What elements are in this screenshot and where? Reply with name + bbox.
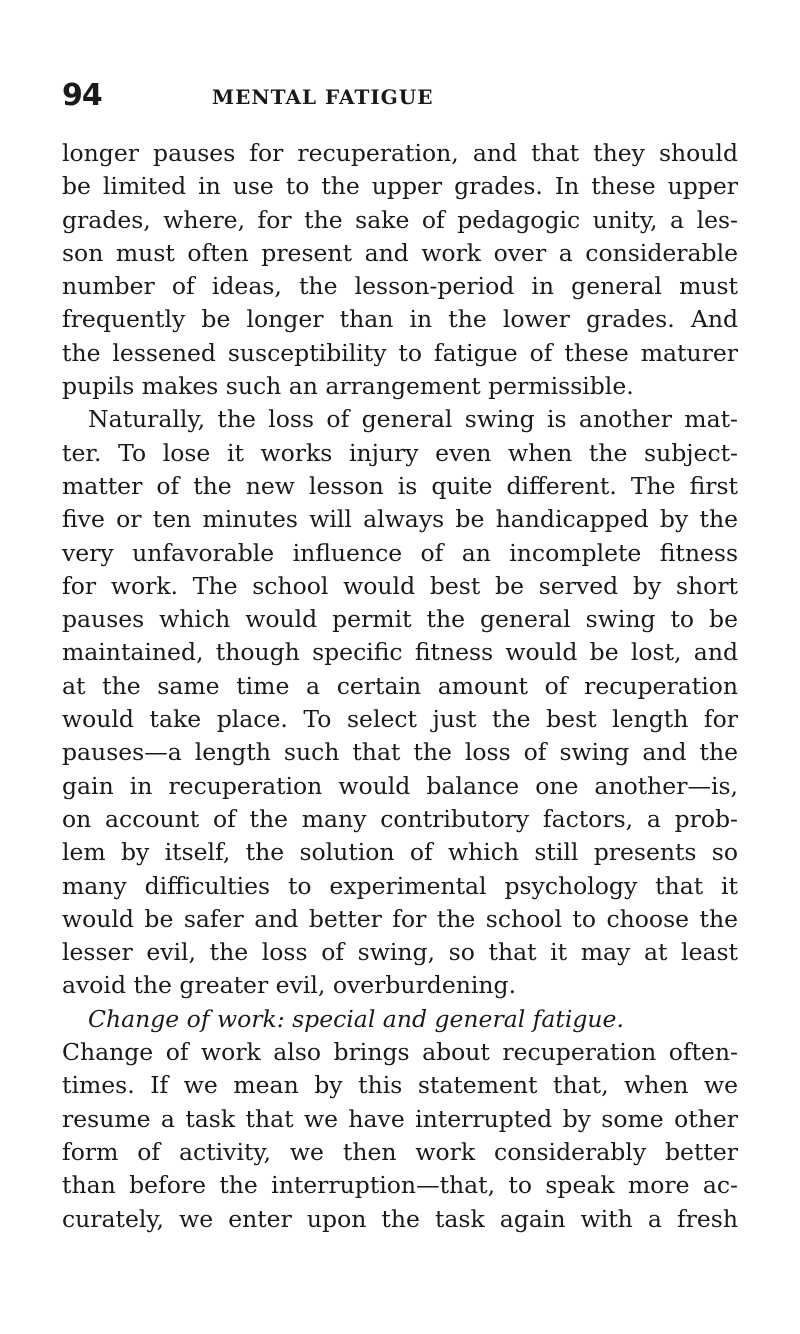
text-line: many difficulties to experimental psychology that it: [62, 871, 738, 900]
text-line: very unfavorable influence of an incomplete fitness: [62, 538, 738, 567]
text-line: for work. The school would best be served by short: [62, 571, 738, 600]
text-line: lem by itself, the solution of which still presents so: [62, 838, 738, 867]
text-line: matter of the new lesson is quite different. The first: [62, 471, 738, 500]
text-line: be limited in use to the upper grades. In these upper: [62, 172, 738, 201]
text-line: longer pauses for recuperation, and that they should: [62, 139, 738, 167]
text-line: grades, where, for the sake of pedagogic unity, a les-: [62, 205, 738, 234]
body-text: [62, 137, 738, 1236]
text-line: ter. To lose it works injury even when the subject-: [62, 438, 738, 467]
text-line: than before the interruption—that, to speak more ac-: [62, 1171, 738, 1200]
text-line: the lessened susceptibility to fatigue of these maturer: [62, 338, 738, 367]
text-line: form of activity, we then work considerably better: [62, 1137, 738, 1166]
running-head: MENTAL FATIGUE: [212, 85, 434, 109]
text-line: would be safer and better for the school to choose the: [62, 904, 738, 933]
text-line: avoid the greater evil, overburdening.: [62, 971, 517, 1000]
text-line: Change of work also brings about recuperation often-: [62, 1038, 738, 1067]
section-heading: Change of work: special and general fatigue.: [88, 1004, 624, 1033]
text-line: son must often present and work over a considerable: [62, 238, 738, 267]
text-line: pauses—a length such that the loss of swing and the: [62, 738, 738, 767]
text-line: frequently be longer than in the lower grades. And: [62, 305, 738, 334]
text-line: five or ten minutes will always be handicapped by the: [62, 505, 738, 534]
text-line: on account of the many contributory factors, a prob-: [62, 804, 738, 833]
text-line: at the same time a certain amount of recuperation: [62, 671, 738, 700]
text-line: would take place. To select just the best length for: [62, 705, 738, 734]
text-line: resume a task that we have interrupted by some other: [62, 1104, 738, 1133]
text-line: pauses which would permit the general swing to be: [62, 605, 738, 634]
text-line: Naturally, the loss of general swing is another mat-: [88, 405, 738, 434]
text-line: gain in recuperation would balance one another—is,: [62, 771, 738, 800]
text-line: curately, we enter upon the task again with a fresh: [62, 1204, 738, 1233]
text-line: times. If we mean by this statement that, when we: [62, 1071, 738, 1100]
page-number: 94: [62, 78, 102, 113]
text-line: pupils makes such an arrangement permissible.: [62, 372, 634, 401]
text-line: lesser evil, the loss of swing, so that it may at least: [62, 938, 738, 967]
text-line: number of ideas, the lesson-period in general must: [62, 272, 738, 301]
page-header: [62, 78, 738, 118]
text-line: maintained, though specific fitness would be lost, and: [62, 638, 738, 667]
